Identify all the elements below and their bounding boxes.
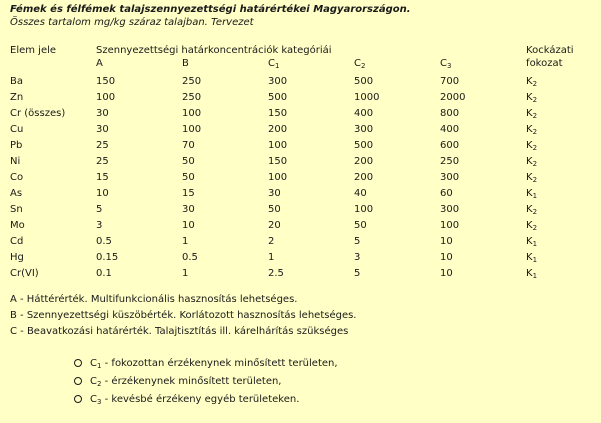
cell-b: 100 — [182, 124, 202, 135]
cell-a: 30 — [96, 108, 109, 119]
cell-c3: 600 — [440, 140, 460, 151]
table-header-row — [10, 44, 585, 57]
cell-c2: 5 — [354, 268, 361, 279]
table-row — [10, 170, 585, 186]
table-row — [10, 106, 585, 122]
c-subcategory-list — [74, 355, 338, 409]
cell-b: 0.5 — [182, 252, 198, 263]
circle-bullet-icon — [74, 377, 82, 385]
table-row — [10, 186, 585, 202]
cell-c3: 800 — [440, 108, 460, 119]
col-header-c2: $C_2$ — [354, 58, 366, 70]
cell-b: 100 — [182, 108, 202, 119]
list-item: $C_2$ - érzékenynek minősített területen, — [74, 373, 338, 391]
limits-table — [10, 44, 585, 282]
table-row — [10, 90, 585, 106]
cell-element: Ba — [10, 76, 23, 87]
cell-risk: $K_2$ — [526, 220, 538, 232]
cell-b: 1 — [182, 268, 189, 279]
cell-element: Zn — [10, 92, 24, 103]
cell-c2: 400 — [354, 108, 374, 119]
table-row — [10, 122, 585, 138]
cell-b: 15 — [182, 188, 195, 199]
cell-c2: 100 — [354, 204, 374, 215]
cell-c1: 1 — [268, 252, 275, 263]
cell-element: Cd — [10, 236, 24, 247]
col-header-b: B — [182, 58, 189, 69]
cell-risk: $K_1$ — [526, 236, 538, 248]
page-title: Fémek és félfémek talajszennyezettségi határértékei Magyarországon. — [10, 4, 411, 15]
table-row — [10, 250, 585, 266]
cell-c1: 500 — [268, 92, 288, 103]
cell-risk: $K_1$ — [526, 188, 538, 200]
cell-risk: $K_2$ — [526, 172, 538, 184]
cell-a: 25 — [96, 140, 109, 151]
cell-c2: 300 — [354, 124, 374, 135]
table-row — [10, 70, 585, 90]
note-c: C - Beavatkozási határérték. Talajtisztítás ill. kárelhárítás szükséges — [10, 326, 349, 337]
cell-element: Co — [10, 172, 24, 183]
cell-c1: 2 — [268, 236, 275, 247]
cell-a: 15 — [96, 172, 109, 183]
col-header-risk-2: fokozat — [526, 58, 563, 69]
cell-b: 250 — [182, 76, 202, 87]
cell-risk: $K_2$ — [526, 156, 538, 168]
table-row — [10, 202, 585, 218]
cell-b: 10 — [182, 220, 195, 231]
cell-element: As — [10, 188, 23, 199]
cell-c2: 500 — [354, 76, 374, 87]
col-header-categories: Szennyezettségi határkoncentrációk kategóriái — [96, 45, 332, 56]
table-subheader-row — [10, 57, 585, 70]
table-row — [10, 138, 585, 154]
cell-risk: $K_2$ — [526, 108, 538, 120]
cell-a: 25 — [96, 156, 109, 167]
list-item: $C_3$ - kevésbé érzékeny egyéb területeken. — [74, 391, 338, 409]
legend-notes — [10, 292, 356, 340]
cell-c1: 30 — [268, 188, 281, 199]
cell-c1: 150 — [268, 156, 288, 167]
cell-element: Ni — [10, 156, 21, 167]
circle-bullet-icon — [74, 359, 82, 367]
cell-a: 5 — [96, 204, 103, 215]
cell-a: 0.15 — [96, 252, 119, 263]
cell-c1: 200 — [268, 124, 288, 135]
cell-c3: 400 — [440, 124, 460, 135]
table-row — [10, 154, 585, 170]
cell-a: 3 — [96, 220, 103, 231]
cell-c3: 60 — [440, 188, 453, 199]
cell-element: Mo — [10, 220, 25, 231]
cell-b: 70 — [182, 140, 195, 151]
col-header-risk-1: Kockázati — [526, 45, 574, 56]
cell-a: 150 — [96, 76, 116, 87]
note-b: B - Szennyezettségi küszöbérték. Korlátozott hasznosítás lehetséges. — [10, 310, 357, 321]
cell-b: 250 — [182, 92, 202, 103]
cell-c3: 700 — [440, 76, 460, 87]
cell-risk: $K_2$ — [526, 92, 538, 104]
cell-c3: 2000 — [440, 92, 466, 103]
cell-risk: $K_2$ — [526, 76, 538, 88]
list-item: $C_1$ - fokozottan érzékenynek minősített területen, — [74, 355, 338, 373]
col-header-element: Elem jele — [10, 45, 57, 56]
cell-c2: 200 — [354, 156, 374, 167]
table-body — [10, 70, 585, 282]
cell-c3: 100 — [440, 220, 460, 231]
cell-element: Hg — [10, 252, 24, 263]
cell-c2: 3 — [354, 252, 361, 263]
circle-bullet-icon — [74, 395, 82, 403]
cell-a: 10 — [96, 188, 109, 199]
cell-c1: 20 — [268, 220, 281, 231]
table-row — [10, 218, 585, 234]
cell-c2: 1000 — [354, 92, 380, 103]
cell-c1: 150 — [268, 108, 288, 119]
cell-c2: 500 — [354, 140, 374, 151]
table-row — [10, 266, 585, 282]
cell-risk: $K_1$ — [526, 268, 538, 280]
cell-c3: 300 — [440, 172, 460, 183]
cell-c3: 10 — [440, 236, 453, 247]
cell-c1: 300 — [268, 76, 288, 87]
cell-b: 50 — [182, 156, 195, 167]
cell-c1: 2.5 — [268, 268, 284, 279]
col-header-a: A — [96, 58, 103, 69]
cell-c2: 5 — [354, 236, 361, 247]
cell-c3: 10 — [440, 252, 453, 263]
cell-risk: $K_2$ — [526, 204, 538, 216]
note-a: A - Háttérérték. Multifunkcionális hasznosítás lehetséges. — [10, 294, 298, 305]
cell-c1: 50 — [268, 204, 281, 215]
page-subtitle: Összes tartalom mg/kg száraz talajban. Tervezet — [10, 17, 254, 28]
col-header-c3: $C_3$ — [440, 58, 452, 70]
cell-c2: 200 — [354, 172, 374, 183]
cell-c1: 100 — [268, 172, 288, 183]
cell-a: 100 — [96, 92, 116, 103]
cell-a: 30 — [96, 124, 109, 135]
cell-c2: 40 — [354, 188, 367, 199]
cell-element: Cr (összes) — [10, 108, 66, 119]
cell-element: Cu — [10, 124, 24, 135]
cell-a: 0.1 — [96, 268, 112, 279]
cell-c1: 100 — [268, 140, 288, 151]
cell-risk: $K_1$ — [526, 252, 538, 264]
cell-c3: 10 — [440, 268, 453, 279]
cell-c3: 250 — [440, 156, 460, 167]
cell-element: Pb — [10, 140, 23, 151]
cell-c2: 50 — [354, 220, 367, 231]
table-row — [10, 234, 585, 250]
cell-b: 50 — [182, 172, 195, 183]
cell-element: Sn — [10, 204, 23, 215]
cell-c3: 300 — [440, 204, 460, 215]
cell-element: Cr(VI) — [10, 268, 39, 279]
cell-b: 1 — [182, 236, 189, 247]
col-header-c1: $C_1$ — [268, 58, 280, 70]
cell-risk: $K_2$ — [526, 140, 538, 152]
cell-b: 30 — [182, 204, 195, 215]
cell-a: 0.5 — [96, 236, 112, 247]
cell-risk: $K_2$ — [526, 124, 538, 136]
